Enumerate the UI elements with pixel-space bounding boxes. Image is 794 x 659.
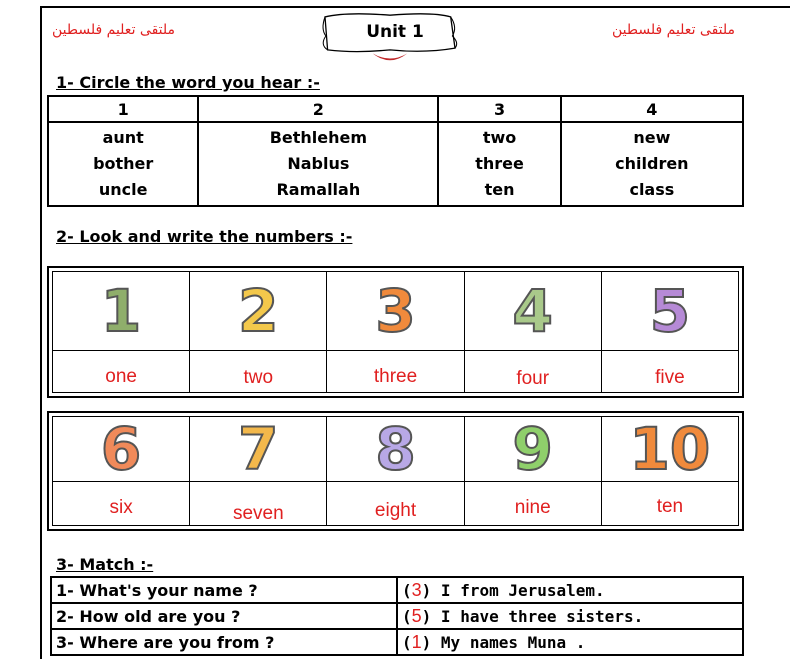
numbers-grid-row1 [47,266,744,398]
number-cell [190,272,327,392]
match-row [51,629,743,655]
match-answer-cell: (5) I have three sisters. [397,603,743,629]
number-10-icon: 10 [629,415,711,483]
number-word: six [109,497,133,518]
word-cell [198,122,438,206]
numbers-grid-row2 [47,411,744,531]
section3-title: 3- Match :- [56,555,154,574]
number-8-icon: 8 [375,415,416,483]
number-word: ten [656,496,684,517]
section1-title: 1- Circle the word you hear :- [56,73,320,92]
word-option: three [475,154,524,173]
number-5-icon: 5 [649,277,691,345]
match-question: 2- How old are you ? [51,603,397,629]
column-header: 2 [198,96,438,122]
number-cell [190,417,327,525]
column-header: 4 [561,96,743,122]
number-word: five [655,367,685,388]
word-option: two [482,128,517,147]
number-cell [327,417,464,525]
word-option: class [629,180,675,199]
number-3-icon: 3 [375,277,416,345]
word-cell [438,122,560,206]
number-word: three [373,366,418,387]
number-cell [465,272,602,392]
word-option: Bethlehem [269,128,368,147]
page-border-left [40,6,42,659]
match-answer-cell: (3) I from Jerusalem. [397,577,743,603]
number-1-icon: 1 [100,277,142,345]
word-cell [561,122,743,206]
number-4-icon: 4 [512,277,553,345]
number-word: four [516,368,550,389]
page-border-top [40,6,790,8]
number-2-icon: 2 [238,277,279,345]
number-cell [602,272,738,392]
word-cell [48,122,198,206]
word-option: Nablus [287,154,350,173]
match-question: 3- Where are you from ? [51,629,397,655]
column-header: 1 [48,96,198,122]
match-table [50,576,744,656]
word-option: uncle [98,180,148,199]
number-word: seven [232,503,284,524]
word-option: new [633,128,671,147]
number-word: one [105,366,137,387]
number-7-icon: 7 [238,415,279,483]
number-cell [465,417,602,525]
match-answer: I from Jerusalem. [440,580,605,600]
section2-title: 2- Look and write the numbers :- [56,227,353,246]
unit-title: Unit 1 [366,22,424,42]
circle-word-table [47,95,744,207]
number-9-icon: 9 [512,415,553,483]
match-answer: My names Muna . [440,632,586,652]
word-option: ten [484,180,515,199]
match-answer-number: 5 [411,605,422,626]
match-question: 1- What's your name ? [51,577,397,603]
number-cell [53,417,190,525]
match-answer-cell: (1) My names Muna . [397,629,743,655]
match-answer: I have three sisters. [440,606,644,626]
number-cell [53,272,190,392]
number-word: two [243,367,274,388]
word-option: Ramallah [276,180,361,199]
match-row [51,603,743,629]
match-answer-number: 1 [411,631,422,652]
column-header: 3 [438,96,560,122]
word-option: bother [93,154,154,173]
match-row [51,577,743,603]
word-option: aunt [102,128,144,147]
header-arabic-left: ملتقى تعليم فلسطين [52,22,176,38]
number-cell [602,417,738,525]
number-word: nine [514,497,551,518]
number-6-icon: 6 [100,415,142,483]
header-arabic-right: ملتقى تعليم فلسطين [612,22,736,38]
word-option: children [615,154,689,173]
number-word: eight [374,500,417,521]
match-answer-number: 3 [411,579,422,600]
number-cell [327,272,464,392]
